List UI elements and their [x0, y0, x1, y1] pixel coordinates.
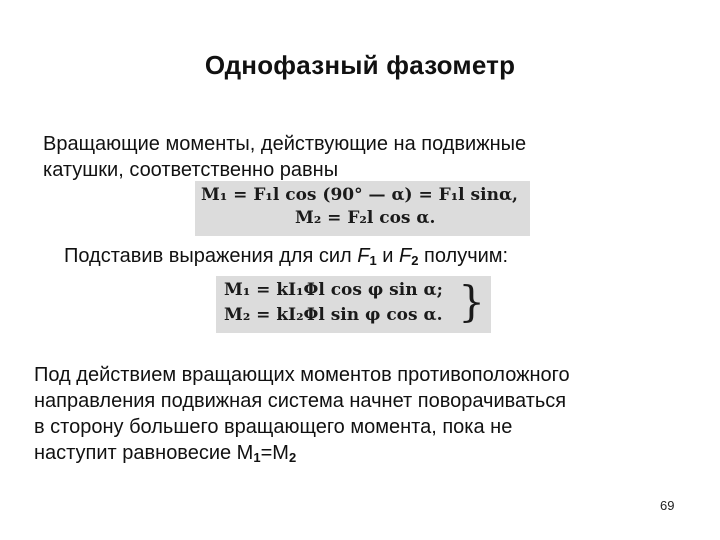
- equation-row: M₁ = F₁l cos (90° — α) = F₁l sinα,: [201, 185, 518, 205]
- force-symbol: F: [357, 245, 370, 267]
- force-symbol: F: [399, 245, 412, 267]
- subscript: 2: [288, 450, 297, 465]
- equation-row: M₁ = kI₁Φl cos φ sin α;: [224, 280, 443, 300]
- text: получим:: [418, 245, 509, 267]
- paragraph-line: Вращающие моменты, действующие на подвижные: [43, 133, 527, 155]
- equation-row: M₂ = kI₂Φl sin φ cos α.: [224, 305, 443, 325]
- equation-image-moments: [195, 181, 530, 236]
- slide-title: Однофазный фазометр: [204, 50, 516, 80]
- subscript: 1: [369, 253, 377, 268]
- paragraph-line: направления подвижная система начнет поворачиваться: [34, 390, 567, 412]
- text: Подставив выражения для сил: [64, 245, 358, 267]
- equation-image-result: [216, 276, 491, 333]
- text: и: [376, 245, 399, 267]
- paragraph-line: катушки, соответственно равны: [43, 159, 339, 181]
- paragraph-line: в сторону большего вращающего момента, пока не: [34, 416, 513, 438]
- paragraph-rotating-moments: [43, 131, 683, 183]
- brace-symbol: }: [458, 277, 485, 326]
- paragraph-line: Под действием вращающих моментов противоположного: [34, 364, 570, 386]
- subscript: 1: [253, 450, 261, 465]
- slide-number: 69: [660, 498, 675, 513]
- paragraph-line: [34, 440, 704, 466]
- text: наступит равновесие M: [34, 442, 254, 464]
- text: =M: [260, 442, 289, 464]
- paragraph-substitution: [64, 243, 684, 274]
- paragraph-equilibrium: [34, 362, 704, 466]
- subscript: 2: [411, 253, 419, 268]
- equation-row: M₂ = F₂l cos α.: [295, 208, 436, 228]
